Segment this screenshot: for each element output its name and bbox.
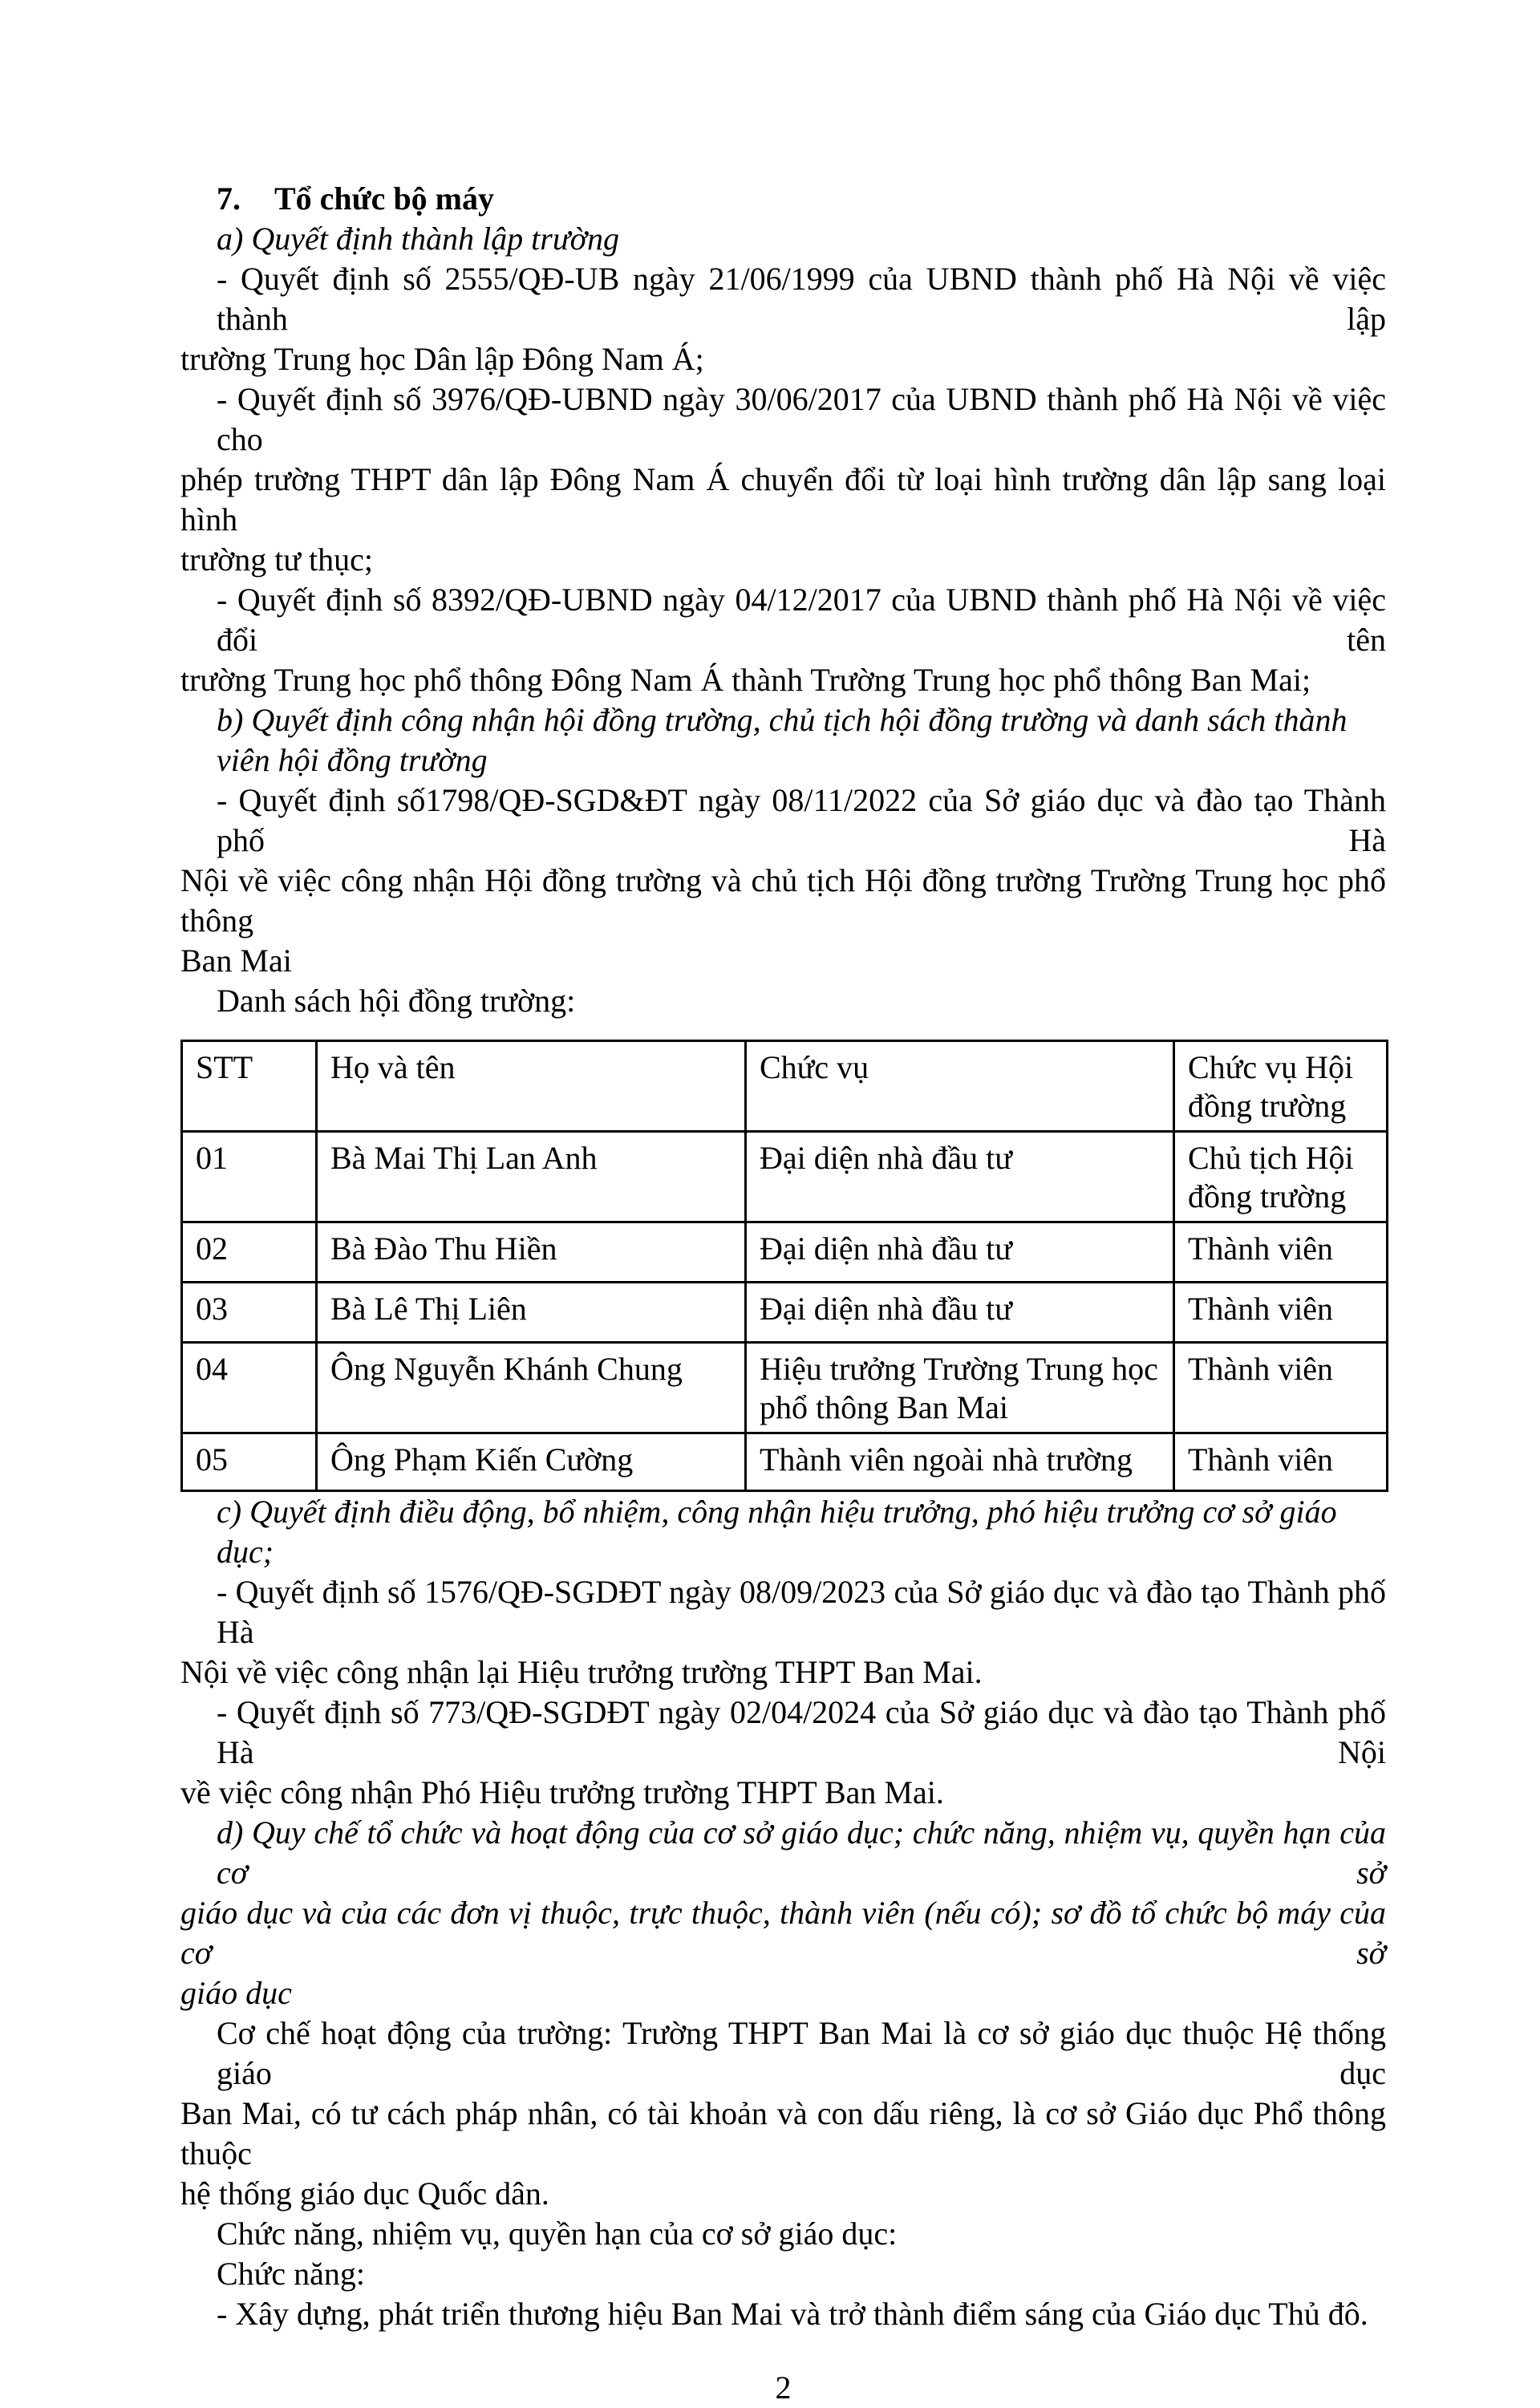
cell-council-position: Chủ tịch Hội đồng trường [1174,1132,1388,1222]
text-line: phép trường THPT dân lập Đông Nam Á chuyển đổi từ loại hình trường dân lập sang loại hình [180,461,1386,537]
text-line: về việc công nhận Phó Hiệu trưởng trường THPT Ban Mai. [180,1774,944,1810]
text-line: b) Quyết định công nhận hội đồng trường, chủ tịch hội đồng trường và danh sách thành [217,702,1348,738]
text-line: Nội về việc công nhận Hội đồng trường và chủ tịch Hội đồng trường Trường Trung học phổ thông [180,862,1386,938]
text-line: d) Quy chế tổ chức và hoạt động của cơ sở giáo dục; chức năng, nhiệm vụ, quyền hạn của cơ sở [217,1814,1386,1891]
table-caption: Danh sách hội đồng trường: [217,983,576,1019]
cell-council-position: Thành viên [1174,1283,1388,1343]
text-line: Chức năng, nhiệm vụ, quyền hạn của cơ sở giáo dục: [217,2215,898,2252]
text-line: - Quyết định số 2555/QĐ-UB ngày 21/06/1999 của UBND thành phố Hà Nội về việc thành lập [217,261,1386,337]
column-header-stt: STT [182,1041,317,1132]
cell-name: Bà Mai Thị Lan Anh [317,1132,746,1222]
table-row [182,1343,1388,1433]
text-line: - Quyết định số 8392/QĐ-UBND ngày 04/12/2017 của UBND thành phố Hà Nội về việc đổi tên [217,582,1386,658]
page-number: 2 [775,2369,792,2406]
text-line: - Quyết định số 773/QĐ-SGDĐT ngày 02/04/2024 của Sở giáo dục và đào tạo Thành phố Hà Nội [217,1694,1386,1770]
text-line: trường tư thục; [180,541,374,578]
cell-name: Ông Phạm Kiến Cường [317,1433,746,1491]
text-line: Chức năng: [217,2256,365,2292]
text-line: - Quyết định số1798/QĐ-SGD&ĐT ngày 08/11/2022 của Sở giáo dục và đào tạo Thành phố Hà [217,782,1386,858]
text-line: trường Trung học phổ thông Đông Nam Á thành Trường Trung học phổ thông Ban Mai; [180,662,1311,698]
cell-name: Bà Lê Thị Liên [317,1283,746,1343]
text-line: Ban Mai [180,943,292,979]
cell-position: Đại diện nhà đầu tư [746,1132,1174,1222]
cell-position: Hiệu trưởng Trường Trung học phổ thông Ban Mai [746,1343,1174,1433]
text-line: Nội về việc công nhận lại Hiệu trưởng trường THPT Ban Mai. [180,1654,983,1690]
text-line: trường Trung học Dân lập Đông Nam Á; [180,341,704,377]
text-line: giáo dục và của các đơn vị thuộc, trực thuộc, thành viên (nếu có); sơ đồ tổ chức bộ máy của cơ sở [180,1895,1386,1971]
cell-stt: 01 [182,1132,317,1222]
text-line: Ban Mai, có tư cách pháp nhân, có tài khoản và con dấu riêng, là cơ sở Giáo dục Phổ thông thuộc [180,2095,1386,2171]
cell-position: Đại diện nhà đầu tư [746,1283,1174,1343]
table-row [182,1283,1388,1343]
text-line: giáo dục [180,1975,292,2011]
table-header-row [182,1041,1388,1132]
text-line: viên hội đồng trường [217,742,488,778]
text-line: - Quyết định số 1576/QĐ-SGDĐT ngày 08/09/2023 của Sở giáo dục và đào tạo Thành phố Hà [217,1574,1386,1650]
table-row [182,1433,1388,1491]
text-line: Cơ chế hoạt động của trường: Trường THPT Ban Mai là cơ sở giáo dục thuộc Hệ thống giáo dục [217,2015,1386,2091]
text-line: - Xây dựng, phát triển thương hiệu Ban Mai và trở thành điểm sáng của Giáo dục Thủ đô. [217,2296,1368,2332]
cell-council-position: Thành viên [1174,1343,1388,1433]
cell-council-position: Thành viên [1174,1433,1388,1491]
cell-stt: 05 [182,1433,317,1491]
text-line: hệ thống giáo dục Quốc dân. [180,2175,549,2211]
text-line: a) Quyết định thành lập trường [217,221,620,257]
council-members-table [180,1040,1388,1492]
cell-stt: 04 [182,1343,317,1433]
cell-name: Bà Đào Thu Hiền [317,1222,746,1283]
section-title: Tổ chức bộ máy [274,180,495,217]
cell-position: Thành viên ngoài nhà trường [746,1433,1174,1491]
text-line: c) Quyết định điều động, bổ nhiệm, công nhận hiệu trưởng, phó hiệu trưởng cơ sở giáo dục; [217,1494,1337,1570]
cell-position: Đại diện nhà đầu tư [746,1222,1174,1283]
cell-stt: 02 [182,1222,317,1283]
section-heading [180,179,1386,219]
table-row [182,1222,1388,1283]
column-header-name: Họ và tên [317,1041,746,1132]
cell-council-position: Thành viên [1174,1222,1388,1283]
column-header-council-position: Chức vụ Hội đồng trường [1174,1041,1388,1132]
column-header-position: Chức vụ [746,1041,1174,1132]
text-line: - Quyết định số 3976/QĐ-UBND ngày 30/06/2017 của UBND thành phố Hà Nội về việc cho [217,381,1386,457]
table-row [182,1132,1388,1222]
cell-stt: 03 [182,1283,317,1343]
cell-name: Ông Nguyễn Khánh Chung [317,1343,746,1433]
section-number: 7. [217,180,241,217]
